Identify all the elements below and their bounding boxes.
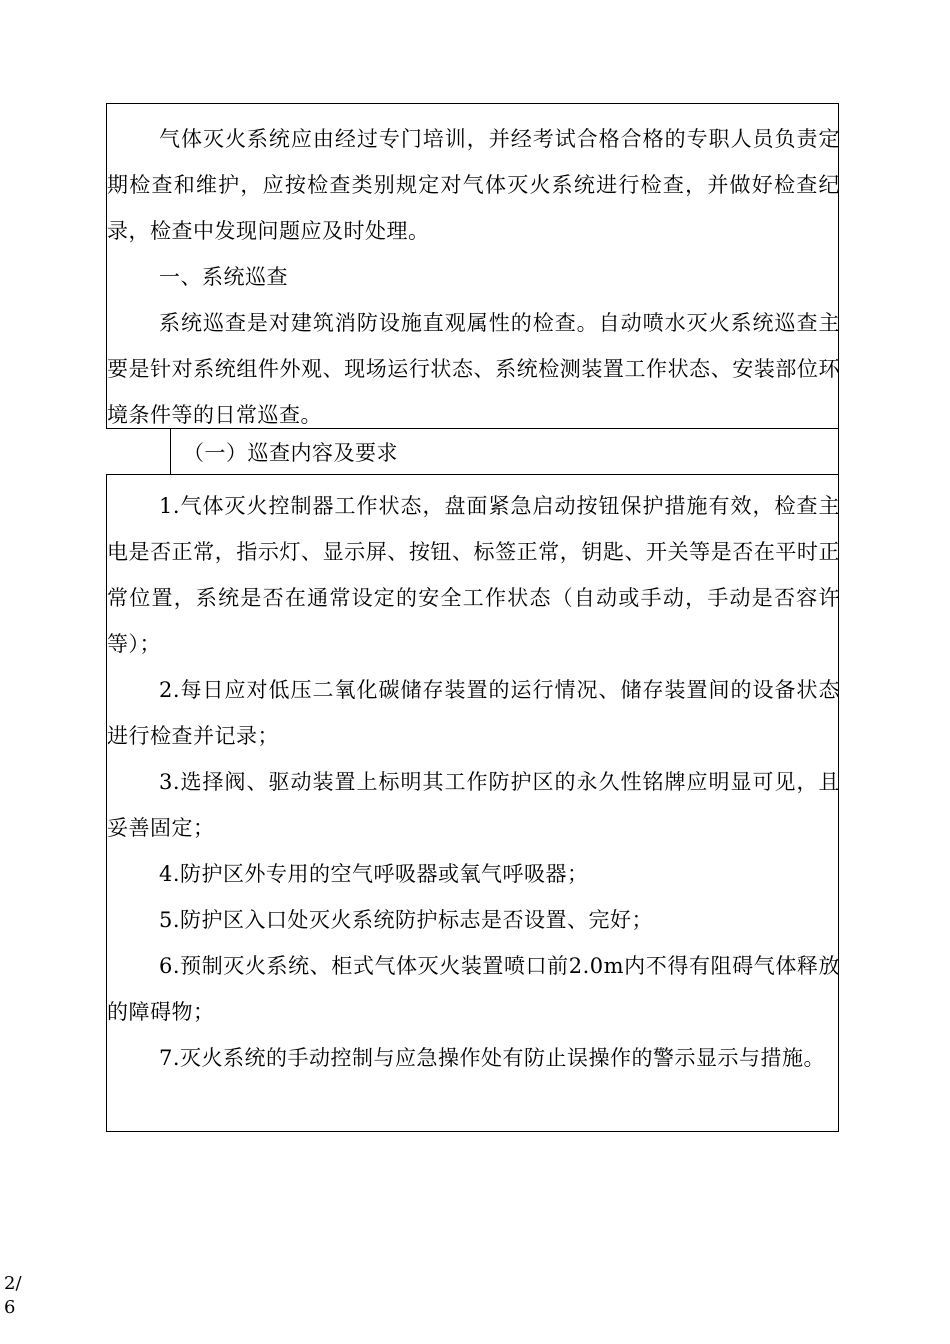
intro-paragraph-1: 气体灭火系统应由经过专门培训，并经考试合格合格的专职人员负责定期检查和维护，应按检查类别规定对气体灭火系统进行检查，并做好检查纪录，检查中发现问题应及时处理。	[107, 127, 840, 243]
list-item: 4.防护区外专用的空气呼吸器或氧气呼吸器；	[159, 862, 589, 886]
inspection-items	[106, 474, 839, 1132]
page-number: 2/6	[4, 1273, 22, 1318]
list-item: 6.预制灭火系统、柜式气体灭火装置喷口前2.0m内不得有阻碍气体释放的障碍物；	[107, 954, 840, 1024]
list-item: 2.每日应对低压二氧化碳储存装置的运行情况、储存装置间的设备状态进行检查并记录；	[107, 678, 840, 748]
subheading-cell	[170, 428, 839, 475]
list-item: 7.灭火系统的手动控制与应急操作处有防止误操作的警示显示与措施。	[159, 1046, 826, 1070]
list-item: 5.防护区入口处灭火系统防护标志是否设置、完好；	[159, 908, 654, 932]
intro-paragraph-2: 系统巡查是对建筑消防设施直观属性的检查。自动喷水灭火系统巡查主要是针对系统组件外观、现场运行状态、系统检测装置工作状态、安装部位环境条件等的日常巡查。	[107, 311, 840, 427]
subheading-title: （一）巡查内容及要求	[183, 441, 398, 465]
section-heading: 一、系统巡查	[159, 265, 288, 289]
intro-section	[106, 103, 839, 429]
list-item: 1.气体灭火控制器工作状态，盘面紧急启动按钮保护措施有效，检查主电是否正常，指示灯、显示屏、按钮、标签正常，钥匙、开关等是否在平时正常位置，系统是否在通常设定的安全工作状态（自动或手动，手动是否容许等）；	[107, 494, 840, 656]
list-item: 3.选择阀、驱动装置上标明其工作防护区的永久性铭牌应明显可见，且妥善固定；	[107, 770, 840, 840]
